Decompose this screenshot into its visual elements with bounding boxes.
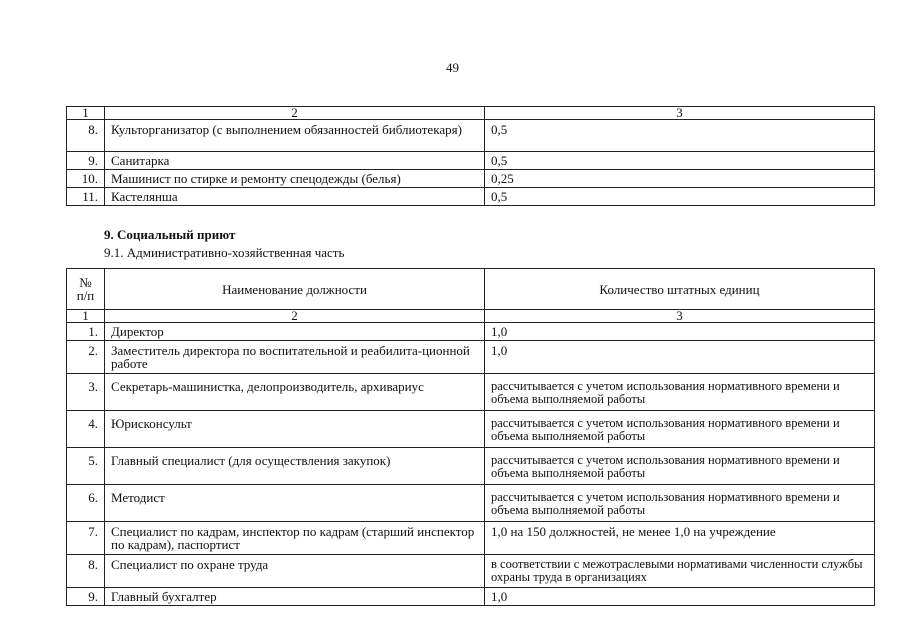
row-number: 8. xyxy=(67,120,105,152)
column-numbers-row xyxy=(67,310,875,323)
column-number: 2 xyxy=(105,310,485,323)
staff-count: 0,25 xyxy=(485,170,875,188)
table-row xyxy=(67,522,875,555)
table-row xyxy=(67,588,875,606)
row-number: 9. xyxy=(67,588,105,606)
header-row xyxy=(67,269,875,310)
table-row xyxy=(67,323,875,341)
staff-count: 0,5 xyxy=(485,120,875,152)
staff-count: рассчитывается с учетом использования нормативного времени и объема выполняемой работы xyxy=(485,411,875,448)
section-title: 9. Социальный приют xyxy=(104,227,236,242)
column-number: 1 xyxy=(67,107,105,120)
row-number: 10. xyxy=(67,170,105,188)
position-name: Специалист по охране труда xyxy=(105,555,485,588)
position-name: Санитарка xyxy=(105,152,485,170)
column-number: 2 xyxy=(105,107,485,120)
table-row xyxy=(67,485,875,522)
header-position: Наименование должности xyxy=(105,269,485,310)
position-name: Методист xyxy=(105,485,485,522)
row-number: 4. xyxy=(67,411,105,448)
page-number: 49 xyxy=(446,60,459,75)
position-name: Директор xyxy=(105,323,485,341)
staff-count: 1,0 xyxy=(485,341,875,374)
position-name: Культорганизатор (с выполнением обязанностей библиотекаря) xyxy=(105,120,485,152)
staff-count: 1,0 на 150 должностей, не менее 1,0 на учреждение xyxy=(485,522,875,555)
table-row xyxy=(67,120,875,152)
row-number: 7. xyxy=(67,522,105,555)
table-row xyxy=(67,170,875,188)
staff-count: 0,5 xyxy=(485,152,875,170)
staff-count: рассчитывается с учетом использования нормативного времени и объема выполняемой работы xyxy=(485,485,875,522)
staff-count: рассчитывается с учетом использования нормативного времени и объема выполняемой работы xyxy=(485,448,875,485)
staff-count: в соответствии с межотраслевыми нормативами численности службы охраны труда в организациях xyxy=(485,555,875,588)
column-number: 1 xyxy=(67,310,105,323)
column-number: 3 xyxy=(485,107,875,120)
row-number: 3. xyxy=(67,374,105,411)
staff-count: 0,5 xyxy=(485,188,875,206)
staff-table xyxy=(66,268,875,606)
header-num: № п/п xyxy=(67,269,105,310)
table-row xyxy=(67,188,875,206)
row-number: 6. xyxy=(67,485,105,522)
header-count: Количество штатных единиц xyxy=(485,269,875,310)
staff-count: 1,0 xyxy=(485,323,875,341)
column-number: 3 xyxy=(485,310,875,323)
position-name: Главный бухгалтер xyxy=(105,588,485,606)
position-name: Специалист по кадрам, инспектор по кадрам (старший инспектор по кадрам), паспортист xyxy=(105,522,485,555)
table-row xyxy=(67,555,875,588)
position-name: Секретарь-машинистка, делопроизводитель, архивариус xyxy=(105,374,485,411)
row-number: 5. xyxy=(67,448,105,485)
position-name: Кастелянша xyxy=(105,188,485,206)
table-row xyxy=(67,448,875,485)
table-row xyxy=(67,411,875,448)
staff-count: рассчитывается с учетом использования нормативного времени и объема выполняемой работы xyxy=(485,374,875,411)
position-name: Юрисконсульт xyxy=(105,411,485,448)
table-row xyxy=(67,152,875,170)
column-numbers-row xyxy=(67,107,875,120)
row-number: 1. xyxy=(67,323,105,341)
table-row xyxy=(67,374,875,411)
position-name: Главный специалист (для осуществления закупок) xyxy=(105,448,485,485)
subsection-title: 9.1. Административно-хозяйственная часть xyxy=(104,245,345,260)
position-name: Машинист по стирке и ремонту спецодежды (белья) xyxy=(105,170,485,188)
row-number: 8. xyxy=(67,555,105,588)
row-number: 2. xyxy=(67,341,105,374)
staff-count: 1,0 xyxy=(485,588,875,606)
position-name: Заместитель директора по воспитательной и реабилита-ционной работе xyxy=(105,341,485,374)
table-row xyxy=(67,341,875,374)
row-number: 11. xyxy=(67,188,105,206)
staff-table-continued xyxy=(66,106,875,206)
row-number: 9. xyxy=(67,152,105,170)
